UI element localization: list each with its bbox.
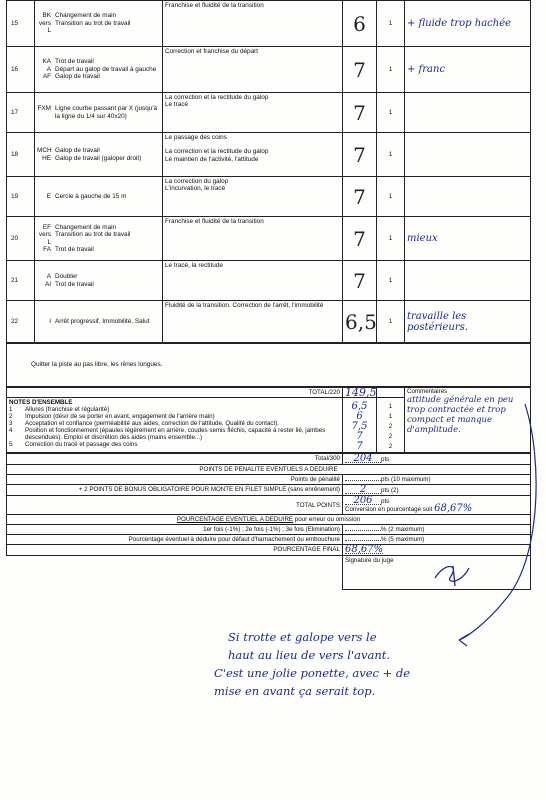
- ensemble-note: 7: [356, 431, 363, 442]
- coef-value: 1: [377, 47, 405, 93]
- penalty-label: Points de pénalité: [7, 475, 343, 485]
- ensemble-label: Correction du tracé et passage des coins: [25, 441, 138, 448]
- coef-value: 1: [377, 133, 405, 177]
- criterion-text: [165, 141, 340, 148]
- movement-letter: BK: [42, 12, 51, 20]
- movement-number: 17: [7, 93, 35, 133]
- movement-cell: [35, 133, 163, 177]
- movement-cell: [35, 93, 163, 133]
- ensemble-label: Impulsion (désir de se porter en avant, engagement de l'arrière main): [25, 413, 215, 420]
- movement-letter: EF: [42, 223, 51, 231]
- note-line: haut au lieu de vers l'avant.: [228, 648, 390, 662]
- criteria-cell: [163, 133, 343, 177]
- movement-letter: E: [46, 192, 51, 200]
- movement-row: [7, 261, 531, 301]
- note-line: mise en avant ça serait top.: [214, 684, 376, 698]
- judge-comment: + fluide trop hachée: [405, 1, 531, 47]
- movement-text: Trot de travail: [55, 245, 94, 253]
- ensemble-number: 5: [9, 441, 13, 448]
- note-value: 7: [343, 133, 377, 177]
- pct-title: POURCENTAGE EVENTUEL A DEDUIRE: [176, 516, 294, 523]
- movement-row: [7, 177, 531, 217]
- ensemble-item: [9, 441, 340, 448]
- movement-text: Transition au trot de travail: [55, 19, 131, 27]
- movements-table: [6, 0, 531, 343]
- criteria-cell: [163, 217, 343, 261]
- ensemble-coef: 1: [388, 413, 393, 420]
- ensemble-coef: 2: [388, 423, 393, 430]
- ensemble-note: 7,5: [351, 421, 368, 432]
- ensemble-number: 1: [9, 406, 13, 413]
- movement-row: [7, 1, 531, 47]
- note-value: 6,5: [343, 301, 377, 343]
- movement-number: 16: [7, 47, 35, 93]
- bonus-suffix: pts (2): [381, 487, 399, 494]
- criterion-text: Le passage des coins: [165, 134, 227, 141]
- ensemble-coef: 1: [388, 403, 393, 410]
- movement-number: 19: [7, 177, 35, 217]
- movement-text: Galop de travail: [55, 147, 100, 155]
- final-value: 68,67%: [345, 544, 384, 555]
- total-points-unit: pts: [381, 498, 390, 505]
- criterion-text: La correction du galop: [165, 178, 229, 185]
- movement-cell: [35, 261, 163, 301]
- note-value: 7: [343, 217, 377, 261]
- criterion-text: Le tracé, la rectitude: [165, 262, 223, 269]
- movement-row: [7, 217, 531, 261]
- movement-text: Trot de travail: [55, 58, 94, 66]
- total-points-label: TOTAL POINTS: [7, 496, 343, 515]
- bottom-handwritten-note: [214, 628, 528, 700]
- criteria-cell: [163, 1, 343, 47]
- ensemble-coef: 2: [388, 443, 393, 450]
- movement-letter: FA: [43, 245, 51, 253]
- note-line: Si trotte et galope vers le: [228, 630, 377, 644]
- criterion-text: Correction et franchise du départ: [165, 48, 259, 55]
- movement-letter: FXM: [37, 105, 51, 113]
- criterion-text: Franchise et fluidité de la transition: [165, 2, 264, 9]
- judge-comment: + franc: [405, 47, 531, 93]
- quit-row: [6, 343, 531, 387]
- criteria-cell: [163, 301, 343, 343]
- coef-value: 1: [377, 1, 405, 47]
- movement-text: Ligne courbe passant par X (jusqu'à la ligne du 1/4 sur 40x20): [55, 105, 158, 120]
- movement-letter: MCH: [37, 147, 52, 155]
- quit-text: Quitter la piste au pas libre, les rênes longues.: [7, 344, 531, 387]
- movement-text: Départ au galop de travail à gauche: [55, 65, 157, 73]
- note-value: 7: [343, 261, 377, 301]
- movement-cell: [35, 217, 163, 261]
- total-points-value: 206: [345, 497, 381, 505]
- note-value: 6: [343, 1, 377, 47]
- movement-number: 18: [7, 133, 35, 177]
- criteria-cell: [163, 177, 343, 217]
- note-line: C'est une jolie ponette, avec + de: [214, 666, 411, 680]
- total300-unit: pts: [381, 456, 390, 463]
- coef-value: 1: [377, 217, 405, 261]
- judge-comment: travaille les postérieurs.: [405, 301, 531, 343]
- total-value: 149,5: [343, 388, 377, 398]
- total-label: TOTAL/220: [7, 388, 343, 398]
- ensemble-list: [7, 398, 343, 453]
- note-value: 7: [343, 93, 377, 133]
- movement-text: Changement de main: [55, 223, 117, 231]
- judge-comment: [405, 93, 531, 133]
- movement-letter: vers L: [38, 19, 51, 35]
- coef-value: 1: [377, 261, 405, 301]
- movement-number: 22: [7, 301, 35, 343]
- coef-value: 1: [377, 301, 405, 343]
- ensemble-notes: [343, 398, 377, 453]
- movement-cell: [35, 177, 163, 217]
- ensemble-note: 7: [356, 441, 363, 452]
- ensemble-number: 3: [9, 420, 13, 427]
- ensemble-coef: 2: [388, 433, 393, 440]
- total300-value: 204: [345, 455, 381, 463]
- ensemble-title: NOTES D'ENSEMBLE: [9, 399, 73, 406]
- conversion-label: Conversion en pourcentage soit: [345, 506, 433, 513]
- comments-handwritten: attitude générale en peu trop contractée et trop compact et manque d'amplitude.: [407, 395, 514, 435]
- movement-row: [7, 47, 531, 93]
- ensemble-item: [9, 420, 340, 427]
- judge-comment: mieux: [405, 217, 531, 261]
- signature-label: Signature du juge: [345, 557, 394, 564]
- criterion-text: Le tracé: [165, 101, 189, 109]
- judge-comment: [405, 177, 531, 217]
- bonus-value: 2: [345, 486, 381, 494]
- ensemble-item: [9, 406, 340, 413]
- movement-number: 21: [7, 261, 35, 301]
- movement-letter: AI: [44, 280, 51, 288]
- movement-letter: I: [49, 317, 51, 325]
- movement-text: Doubler: [55, 273, 78, 281]
- criteria-cell: [163, 93, 343, 133]
- movement-text: Galop de travail (galoper droit): [55, 154, 142, 162]
- judge-comment: [405, 133, 531, 177]
- annotation-arrow: [425, 400, 545, 660]
- harness-label: Pourcentage éventuel à déduire pour défaut d'harnachement ou embouchure: [7, 535, 343, 545]
- movement-text: Changement de main: [55, 12, 117, 20]
- ensemble-note: 6: [356, 411, 363, 422]
- criterion-text: La correction et la rectitude du galop: [165, 148, 269, 156]
- conversion-value: 68,67%: [434, 503, 473, 514]
- errors-suffix: % (2 maximum): [381, 526, 425, 533]
- coef-value: 1: [377, 93, 405, 133]
- criterion-text: Fluidité de la transition. Correction de l'arrêt, l'immobilité: [165, 302, 324, 309]
- movement-row: [7, 93, 531, 133]
- movement-cell: [35, 47, 163, 93]
- ensemble-label: Acceptation et confiance (perméabilité aux aides, correction de l'attitude, Qualité du contact).: [25, 420, 279, 427]
- ensemble-item: [9, 413, 340, 420]
- ensemble-item: [9, 427, 340, 441]
- movement-text: Cercle à gauche de 15 m: [55, 192, 127, 200]
- criteria-cell: [163, 47, 343, 93]
- movement-text: Transition au trot de travail: [55, 231, 131, 239]
- note-value: 7: [343, 177, 377, 217]
- movement-number: 15: [7, 1, 35, 47]
- bonus-label: + 2 POINTS DE BONUS OBLIGATOIRE POUR MONTE EN FILET SIMPLE (sans enrênement): [7, 485, 343, 496]
- movement-letter: AF: [42, 73, 51, 81]
- ensemble-note: 6,5: [351, 401, 368, 412]
- penalty-title: POINTS DE PENALITE EVENTUELS A DEDUIRE: [7, 465, 531, 475]
- coef-value: 1: [377, 177, 405, 217]
- movement-letter: A: [46, 65, 51, 73]
- movement-text: Galop de travail: [55, 73, 100, 81]
- criterion-text: L'incurvation, le tracé: [165, 185, 226, 193]
- movement-text: Arrêt progressif. Immobilité. Salut: [55, 317, 150, 325]
- criterion-text: Franchise et fluidité de la transition: [165, 218, 264, 225]
- penalty-suffix: pts (10 maximum): [381, 476, 431, 483]
- total300-label: Total/300: [7, 454, 343, 465]
- comments-label: Commentaires: [407, 388, 448, 395]
- movement-text: Trot de travail: [55, 280, 94, 288]
- movement-letter: KA: [42, 58, 51, 66]
- judge-comment: [405, 261, 531, 301]
- errors-label: 1er fois (-1%) ; 2e fois (-1%) ; 3e fois (Elimination): [7, 525, 343, 535]
- movement-number: 20: [7, 217, 35, 261]
- pct-title-suffix: pour erreur ou omission: [294, 516, 361, 523]
- criterion-text: La correction et la rectitude du galop: [165, 94, 269, 101]
- ensemble-number: 4: [9, 427, 13, 434]
- movement-cell: [35, 1, 163, 47]
- movement-cell: [35, 301, 163, 343]
- movement-row: [7, 301, 531, 343]
- ensemble-coefs: [377, 398, 405, 453]
- note-value: 7: [343, 47, 377, 93]
- criterion-text: Le maintien de l'activité, l'attitude: [165, 155, 259, 163]
- movement-letter: vers L: [38, 231, 51, 246]
- movement-letter: HE: [42, 154, 51, 162]
- ensemble-label: Position et fonctionnement (épaules légèrement en arrière, coudes semis fléchis, capacité à rester lié, jambes descendues). Emploi et discrétion des aides (mains ensemble...): [25, 427, 326, 441]
- final-label: POURCENTAGE FINAL: [7, 545, 343, 556]
- ensemble-number: 2: [9, 413, 13, 420]
- ensemble-label: Allures (franchise et régularité): [25, 406, 110, 413]
- movement-row: [7, 133, 531, 177]
- criteria-cell: [163, 261, 343, 301]
- movement-letter: A: [46, 273, 51, 281]
- harness-suffix: % (5 maximum): [381, 536, 425, 543]
